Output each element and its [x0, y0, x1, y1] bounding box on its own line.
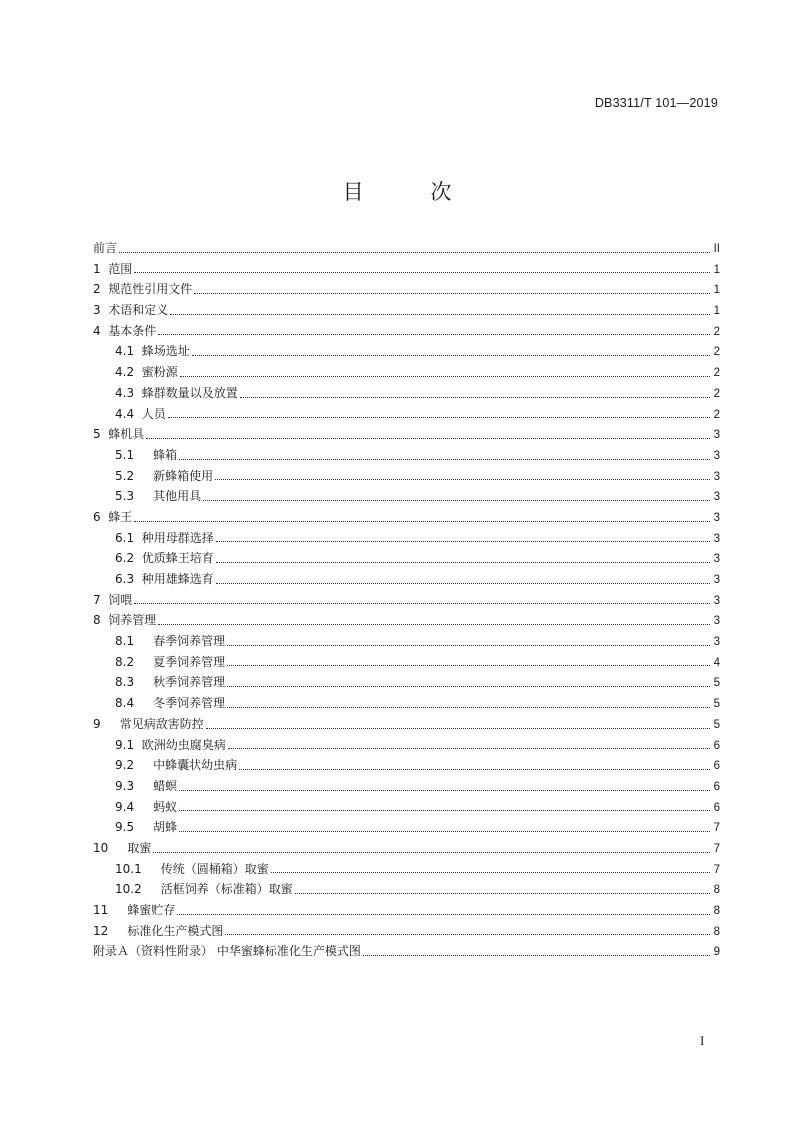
toc-entry-number: 10.1 — [115, 861, 161, 876]
toc-entry[interactable] — [93, 548, 720, 569]
toc-entry-label: 蚂蚁 — [153, 799, 178, 814]
toc-entry-page: 8 — [713, 905, 720, 917]
toc-entry-page: 6 — [713, 760, 720, 773]
toc-entry[interactable] — [93, 797, 720, 818]
toc-entry[interactable] — [93, 238, 720, 259]
toc-entry-number: 3 — [93, 303, 109, 318]
toc-entry-page: 3 — [713, 449, 720, 462]
toc-entry-number: 5.1 — [115, 447, 154, 462]
toc-dot-leader — [216, 582, 710, 584]
toc-entry-page: 2 — [713, 325, 720, 338]
toc-dot-leader — [215, 478, 710, 480]
toc-entry-page: 7 — [713, 842, 720, 855]
toc-entry-page: 3 — [713, 511, 720, 524]
toc-entry-label: 取蜜 — [127, 840, 152, 855]
toc-dot-leader — [153, 851, 710, 853]
toc-dot-leader — [227, 685, 710, 687]
toc-entry[interactable] — [93, 383, 720, 404]
toc-entry-number: 8.2 — [115, 654, 154, 669]
toc-entry-page: 8 — [713, 884, 720, 897]
toc-entry[interactable] — [93, 300, 720, 321]
toc-entry[interactable] — [93, 569, 720, 590]
toc-dot-leader — [227, 706, 710, 708]
toc-entry-label: 附录Ａ（资料性附录） 中华蜜蜂标准化生产模式图 — [93, 944, 361, 959]
toc-dot-leader — [179, 809, 710, 811]
toc-entry[interactable] — [93, 341, 720, 362]
toc-entry-page: 2 — [713, 387, 720, 400]
toc-entry-page: 5 — [713, 698, 720, 711]
toc-dot-leader — [216, 561, 710, 563]
toc-entry[interactable] — [93, 507, 720, 528]
toc-dot-leader — [177, 913, 710, 915]
toc-entry-label: 蜂箱 — [153, 447, 178, 462]
toc-entry-page: II — [713, 243, 720, 255]
toc-entry-number: 10.2 — [115, 882, 161, 897]
toc-entry-page: 3 — [713, 553, 720, 566]
toc-entry-page: 6 — [713, 780, 720, 793]
toc-entry-label: 其他用具 — [153, 489, 202, 504]
toc-entry-label: 秋季饲养管理 — [153, 675, 226, 690]
table-of-contents — [93, 238, 720, 962]
toc-entry-label: 饲养管理 — [108, 613, 157, 628]
toc-entry-label: 饲喂 — [108, 592, 133, 607]
toc-entry-page: 2 — [713, 408, 720, 421]
toc-dot-leader — [158, 623, 710, 625]
toc-entry-number: 6 — [93, 509, 109, 524]
toc-entry-page: 7 — [713, 822, 720, 835]
toc-entry-number: 1 — [93, 261, 109, 276]
toc-dot-leader — [295, 892, 710, 894]
toc-dot-leader — [134, 520, 710, 522]
toc-entry-number: 6.2 — [115, 551, 142, 566]
toc-dot-leader — [134, 271, 710, 273]
toc-entry-number: 4.4 — [115, 406, 142, 421]
toc-entry-page: 6 — [713, 739, 720, 752]
toc-entry-label: 规范性引用文件 — [108, 282, 193, 297]
toc-entry[interactable] — [93, 445, 720, 466]
toc-dot-leader — [179, 830, 710, 832]
toc-dot-leader — [203, 499, 710, 501]
toc-entry-label: 冬季饲养管理 — [153, 696, 226, 711]
toc-entry[interactable] — [93, 362, 720, 383]
toc-entry-page: 3 — [713, 429, 720, 442]
toc-entry-page: 2 — [713, 346, 720, 359]
toc-entry-page: 3 — [713, 615, 720, 628]
toc-entry-label: 蜂场选址 — [141, 344, 190, 359]
toc-entry-page: 3 — [713, 574, 720, 586]
toc-entry[interactable] — [93, 817, 720, 838]
toc-entry-label: 传统（圆桶箱）取蜜 — [160, 861, 269, 876]
toc-entry-number: 5 — [93, 427, 109, 442]
toc-entry-label: 蜂群数量以及放置 — [141, 385, 238, 400]
toc-dot-leader — [134, 602, 710, 604]
toc-entry-number: 10 — [93, 840, 128, 855]
toc-entry-page: 3 — [713, 470, 720, 483]
toc-entry[interactable] — [93, 776, 720, 797]
toc-entry-page: 3 — [713, 491, 720, 504]
toc-entry-label: 术语和定义 — [108, 303, 169, 318]
toc-entry-number: 8.3 — [115, 675, 154, 690]
toc-entry[interactable] — [93, 714, 720, 735]
toc-entry-label: 常见病敌害防控 — [119, 716, 204, 731]
toc-dot-leader — [179, 458, 710, 460]
toc-dot-leader — [119, 251, 710, 253]
toc-entry-number: 6.1 — [115, 530, 142, 545]
toc-dot-leader — [239, 768, 710, 770]
toc-entry[interactable] — [93, 528, 720, 549]
toc-dot-leader — [271, 871, 710, 873]
toc-entry-number: 9.2 — [115, 758, 154, 773]
toc-entry-page: 5 — [713, 718, 720, 731]
toc-entry-label: 新蜂箱使用 — [153, 468, 214, 483]
toc-dot-leader — [194, 292, 710, 294]
toc-entry[interactable] — [93, 921, 720, 942]
toc-entry-label: 中蜂囊状幼虫病 — [153, 758, 238, 773]
toc-entry-label: 标准化生产模式图 — [127, 923, 224, 938]
toc-entry-number: 5.3 — [115, 489, 154, 504]
toc-entry-number: 5.2 — [115, 468, 154, 483]
toc-entry-label: 蜂机具 — [108, 427, 145, 442]
page-title: 目 次 — [342, 180, 482, 204]
toc-entry[interactable] — [93, 466, 720, 487]
toc-entry-page: 1 — [713, 284, 720, 297]
toc-dot-leader — [170, 313, 710, 315]
toc-entry-page: 1 — [713, 305, 720, 318]
toc-entry-label: 蜂蜜贮存 — [127, 903, 176, 917]
toc-dot-leader — [240, 396, 710, 398]
toc-entry[interactable] — [93, 859, 720, 880]
toc-entry-label: 种用雄蜂选育 — [141, 572, 214, 586]
toc-entry[interactable] — [93, 259, 720, 280]
toc-entry-label: 欧洲幼虫腐臭病 — [141, 737, 226, 752]
toc-entry-number: 4.2 — [115, 365, 142, 380]
toc-entry-page: 8 — [713, 925, 720, 938]
toc-entry-number: 4 — [93, 323, 109, 338]
toc-entry-label: 活框饲养（标准箱）取蜜 — [160, 882, 293, 897]
toc-dot-leader — [363, 954, 710, 956]
toc-entry-page: 3 — [713, 636, 720, 649]
toc-entry-label: 蜂王 — [108, 509, 133, 524]
toc-entry[interactable] — [93, 672, 720, 693]
toc-entry-label: 范围 — [108, 261, 133, 276]
toc-entry[interactable] — [93, 590, 720, 611]
toc-entry-number: 12 — [93, 923, 128, 938]
toc-entry-number: 8.4 — [115, 696, 154, 711]
toc-entry-page: 4 — [713, 656, 720, 669]
toc-dot-leader — [227, 644, 710, 646]
toc-entry-number: 2 — [93, 282, 109, 297]
toc-entry-number: 8.1 — [115, 634, 154, 649]
toc-entry-number: 9 — [93, 716, 120, 731]
toc-entry-number: 7 — [93, 592, 109, 607]
toc-dot-leader — [146, 437, 710, 439]
toc-entry-label: 夏季饲养管理 — [153, 654, 226, 669]
toc-entry-number: 6.3 — [115, 572, 142, 586]
toc-entry-number: 9.5 — [115, 820, 154, 835]
toc-dot-leader — [179, 789, 710, 791]
toc-entry-page: 9 — [713, 946, 720, 959]
page-number: I — [700, 1033, 705, 1048]
toc-entry-label: 蜡螟 — [153, 778, 178, 793]
toc-dot-leader — [192, 354, 710, 356]
toc-dot-leader — [158, 333, 710, 335]
toc-entry-label: 基本条件 — [108, 323, 157, 338]
toc-entry[interactable] — [93, 941, 720, 962]
toc-entry-label: 蜜粉源 — [141, 365, 178, 380]
toc-entry-label: 胡蜂 — [153, 820, 178, 835]
toc-entry[interactable] — [93, 279, 720, 300]
toc-dot-leader — [225, 933, 710, 935]
toc-entry[interactable] — [93, 735, 720, 756]
toc-entry[interactable] — [93, 424, 720, 445]
toc-entry-number: 9.1 — [115, 737, 142, 752]
toc-entry-label: 优质蜂王培育 — [141, 551, 214, 566]
toc-dot-leader — [216, 540, 710, 542]
toc-entry[interactable] — [93, 631, 720, 652]
toc-entry-page: 5 — [713, 677, 720, 690]
toc-entry-page: 1 — [713, 263, 720, 276]
toc-entry-label: 人员 — [141, 406, 166, 421]
toc-entry-number: 4.3 — [115, 385, 142, 400]
toc-dot-leader — [227, 664, 710, 666]
toc-dot-leader — [206, 727, 710, 729]
toc-entry[interactable] — [93, 321, 720, 342]
toc-entry-number: 8 — [93, 613, 109, 628]
toc-entry-label: 春季饲养管理 — [153, 634, 226, 649]
toc-entry[interactable] — [93, 610, 720, 631]
toc-dot-leader — [228, 747, 710, 749]
toc-entry[interactable] — [93, 486, 720, 507]
toc-entry[interactable] — [93, 693, 720, 714]
toc-entry-label: 前言 — [93, 241, 118, 255]
toc-entry[interactable] — [93, 838, 720, 859]
toc-entry-page: 3 — [713, 594, 720, 607]
toc-entry-number: 11 — [93, 903, 128, 917]
toc-entry-label: 种用母群选择 — [141, 530, 214, 545]
toc-entry-page: 7 — [713, 863, 720, 876]
toc-entry-page: 2 — [713, 367, 720, 380]
toc-entry[interactable] — [93, 879, 720, 900]
toc-entry-number: 4.1 — [115, 344, 142, 359]
toc-entry-page: 6 — [713, 801, 720, 814]
document-code: DB3311/T 101—2019 — [594, 96, 718, 110]
toc-entry[interactable] — [93, 652, 720, 673]
toc-entry-number: 9.3 — [115, 778, 154, 793]
toc-entry[interactable] — [93, 404, 720, 425]
toc-entry[interactable] — [93, 755, 720, 776]
toc-entry-page: 3 — [713, 532, 720, 545]
toc-dot-leader — [180, 375, 710, 377]
toc-entry-number: 9.4 — [115, 799, 154, 814]
toc-dot-leader — [168, 416, 710, 418]
toc-entry[interactable] — [93, 900, 720, 921]
